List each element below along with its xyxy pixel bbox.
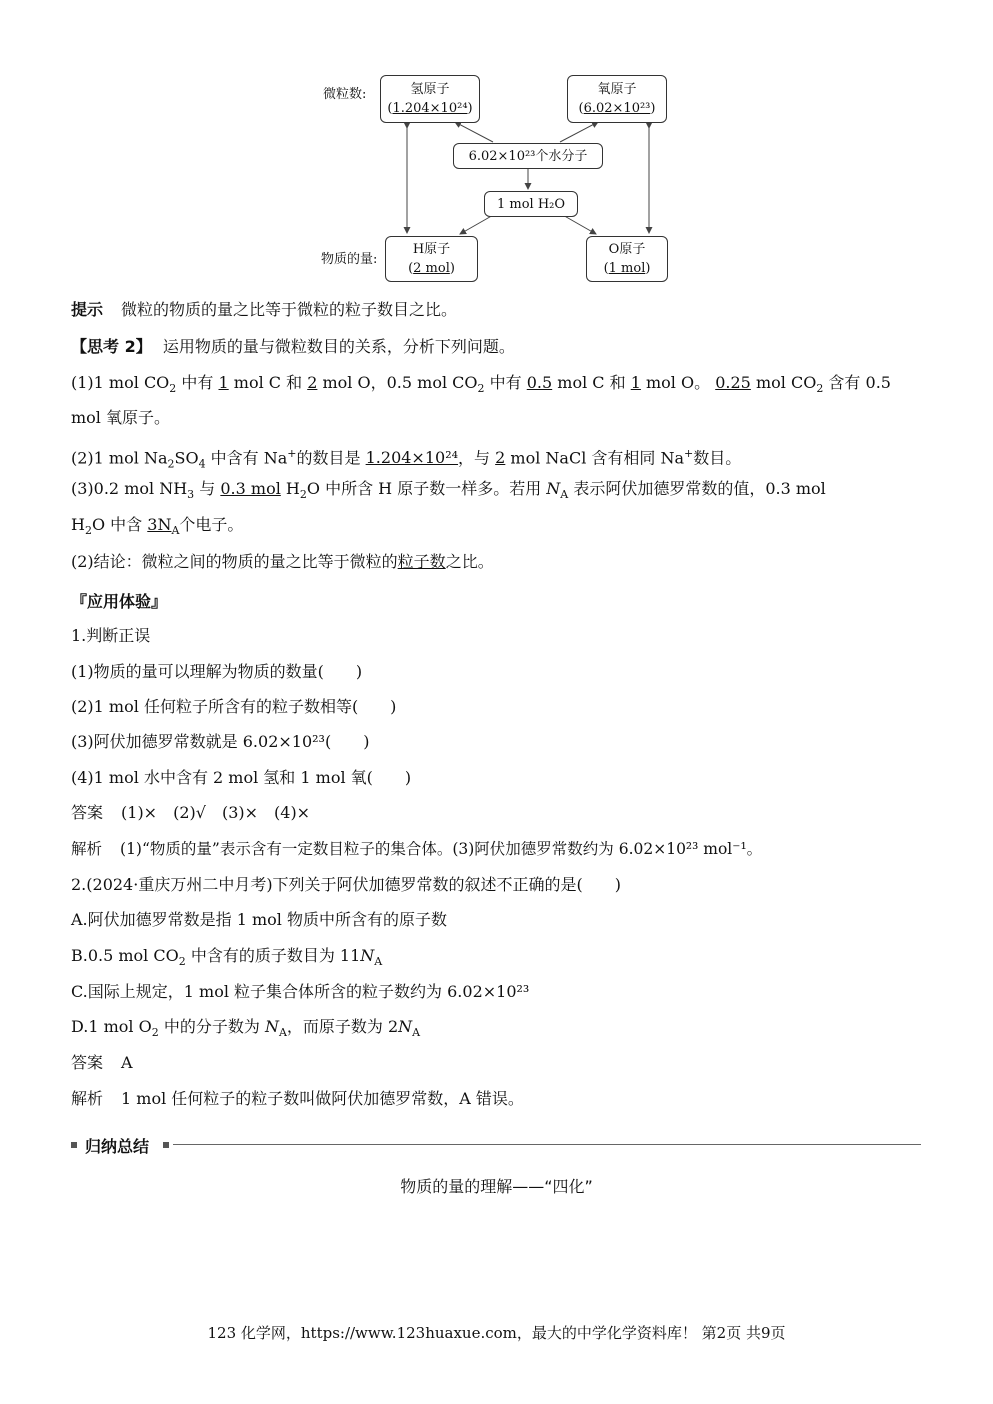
hint-line: [71, 299, 457, 321]
q2-part: mol NaCl 含有相同 Na: [510, 448, 685, 468]
box-o-atom-count-value: 6.02×10²³: [583, 101, 651, 116]
q1-part: 中有: [181, 373, 214, 392]
q1-part: (1)1 mol CO: [71, 373, 170, 392]
summary-title: 归纳总结: [85, 1137, 150, 1156]
hint-text: 微粒的物质的量之比等于微粒的粒子数目之比。: [121, 300, 458, 319]
q1-blank: 1: [218, 373, 229, 392]
page-footer: 123 化学网，https://www.123huaxue.com，最大的中学化学资料库！ 第2页 共9页: [207, 1324, 786, 1342]
box-o-mol-title: O原子: [608, 242, 646, 257]
q1-blank: 0.5: [526, 373, 553, 392]
q2-blank: 1.204×10²⁴: [365, 448, 459, 468]
think2-label: 【思考 2】: [71, 337, 152, 356]
think2-intro: 运用物质的量与微粒数目的关系，分析下列问题。: [162, 337, 515, 356]
q3-part: O 中含: [91, 515, 143, 534]
apply-q1-item-3: (3)阿伏加德罗常数就是 6.02×10²³( ): [71, 732, 370, 751]
apply-q2-analysis-line: [71, 1088, 524, 1110]
q1-part: 含有 0.5: [828, 373, 891, 392]
q2-part: ，与: [458, 448, 491, 468]
box-o-atom-count: 氧原子 (6.02×10²³): [567, 75, 667, 123]
apply-q1-analysis-line: [71, 838, 762, 860]
conclusion-text: (2)结论：微粒之间的物质的量之比等于微粒的: [71, 552, 398, 571]
box-o-atom-title: 氧原子: [597, 82, 637, 97]
q3-part: O 中所含 H 原子数一样多。若用: [306, 479, 542, 498]
q2-option-d-part: D.1 mol O: [71, 1017, 152, 1036]
box-water-molecules: 6.02×10²³个水分子: [453, 143, 603, 169]
apply-q2-answer: A: [121, 1053, 133, 1072]
apply-q1-item-2: (2)1 mol 任何粒子所含有的粒子数相等( ): [71, 697, 397, 716]
apply-q1-answer: (1)× (2)√ (3)× (4)×: [121, 803, 311, 822]
apply-q2-option-c: C.国际上规定，1 mol 粒子集合体所含的粒子数约为 6.02×10²³: [71, 982, 530, 1001]
q3-blank-text: 3N: [147, 515, 172, 534]
box-h-mol-value: 2 mol: [413, 261, 450, 276]
q1-part: mol C 和: [557, 373, 626, 392]
box-o-mol-value: 1 mol: [608, 261, 646, 276]
analysis-label: 解析: [71, 840, 103, 858]
hint-label: 提示: [71, 300, 104, 319]
apply-q2-title: 2.(2024·重庆万州二中月考)下列关于阿伏加德罗常数的叙述不正确的是( ): [71, 875, 622, 894]
analysis-label: 解析: [71, 1089, 104, 1108]
box-o-atom-mol: O原子 (1 mol): [586, 236, 668, 282]
conclusion-blank: 粒子数: [397, 552, 446, 571]
q3-part: H: [285, 479, 300, 498]
think2-q3-line-cont: $H_2O$ 中含 $3N_A$个电子。: [71, 514, 243, 542]
box-water-mol: 1 mol H₂O: [484, 191, 578, 217]
q2-part: 的数目是: [296, 448, 361, 468]
think2-q3-line: (3)0.2 mol $NH_3$ 与 0.3 mol $H_2O$ 中所含 H 原子数一样多。若用 $N_A$ 表示阿伏加德罗常数的值，0.3 mol: [71, 479, 826, 502]
apply-q2-option-d: D.1 mol $O_2$ 中的分子数为 $N_A$，而原子数为 $2N_A$: [71, 1017, 421, 1040]
think2-q2-line: (2)1 mol $Na_2SO_4$ 中含有 Na+的数目是 1.204×10²⁴，与 2 mol NaCl 含有相同 Na+数目。: [71, 447, 742, 471]
q1-part: mol O，0.5 mol CO: [322, 373, 478, 392]
q2-part: 中含有 Na: [210, 448, 288, 468]
q3-blank-electrons: $3N_A$: [147, 515, 180, 538]
conclusion-text: 之比。: [445, 552, 494, 571]
q1-blank: 2: [307, 373, 318, 392]
q3-part: H: [71, 515, 85, 534]
q1-blank: 0.25: [715, 373, 751, 392]
apply-section-title: 『应用体验』: [71, 592, 168, 611]
q2-part: SO: [174, 448, 199, 468]
q2-part: 数目。: [693, 448, 742, 468]
q1-part: mol CO: [755, 373, 817, 392]
divider: [173, 1144, 921, 1145]
q1-part: 中有: [489, 373, 522, 392]
q3-part: 个电子。: [179, 515, 244, 534]
box-h-atom-title: 氢原子: [410, 82, 450, 97]
q2-option-d-part: 中的分子数为: [163, 1017, 260, 1036]
apply-q1-item-4: (4)1 mol 水中含有 2 mol 氢和 1 mol 氧( ): [71, 768, 412, 787]
row-label-particles: 微粒数:: [323, 87, 367, 102]
box-h-atom-count: 氢原子 (1.204×10²⁴): [380, 75, 480, 123]
apply-q1-title: 1.判断正误: [71, 626, 151, 645]
q3-part: (3)0.2 mol NH: [71, 479, 188, 498]
apply-q1-item-1: (1)物质的量可以理解为物质的数量( ): [71, 662, 363, 681]
summary-header: [71, 1135, 921, 1155]
summary-subtitle: 物质的量的理解——“四化”: [400, 1177, 593, 1196]
answer-label: 答案: [71, 1053, 104, 1072]
square-bullet-icon: [71, 1142, 77, 1148]
apply-q2-option-a: A.阿伏加德罗常数是指 1 mol 物质中所含有的原子数: [71, 910, 448, 929]
think2-q1-line: (1)1 mol $CO_2$ 中有 1 mol C 和 2 mol O，0.5 mol $CO_2$ 中有 0.5 mol C 和 1 mol O。 0.25 mol $CO_2$ 含有 0.5: [71, 373, 891, 396]
square-bullet-icon: [163, 1142, 169, 1148]
q3-part: 与: [199, 479, 216, 498]
conclusion-line: [71, 551, 494, 573]
box-h-mol-title: H原子: [412, 242, 451, 257]
answer-label: 答案: [71, 803, 104, 822]
q1-part: mol C 和: [233, 373, 303, 392]
apply-q2-option-b: B.0.5 mol $CO_2$ 中含有的质子数目为 $11N_A$: [71, 946, 383, 969]
q3-blank: 0.3 mol: [220, 479, 281, 498]
q1-part: mol O。: [646, 373, 711, 392]
apply-q1-analysis: (1)“物质的量”表示含有一定数目粒子的集合体。(3)阿伏加德罗常数约为 6.02×10²³ mol⁻¹。: [120, 840, 763, 858]
think2-intro-line: [71, 336, 515, 358]
q2-part: (2)1 mol Na: [71, 448, 168, 468]
q2-option-b-part: 中含有的质子数目为 11: [190, 946, 361, 965]
row-label-amount: 物质的量:: [321, 252, 378, 267]
box-h-atom-count-value: 1.204×10²⁴: [392, 101, 468, 116]
q1-blank: 1: [630, 373, 641, 392]
box-h-atom-mol: H原子 (2 mol): [385, 236, 478, 282]
particle-amount-diagram: [315, 70, 685, 290]
q2-option-d-part: ，而原子数为 2: [286, 1017, 399, 1036]
apply-q2-analysis: 1 mol 任何粒子的粒子数叫做阿伏加德罗常数，A 错误。: [121, 1089, 524, 1108]
apply-q2-answer-line: [71, 1052, 133, 1074]
q2-blank: 2: [495, 448, 506, 468]
apply-q1-answer-line: [71, 802, 310, 824]
q3-part: 表示阿伏加德罗常数的值，0.3 mol: [573, 479, 826, 498]
think2-q1-line-cont: mol 氧原子。: [71, 408, 171, 427]
q2-option-b-part: B.0.5 mol CO: [71, 946, 179, 965]
